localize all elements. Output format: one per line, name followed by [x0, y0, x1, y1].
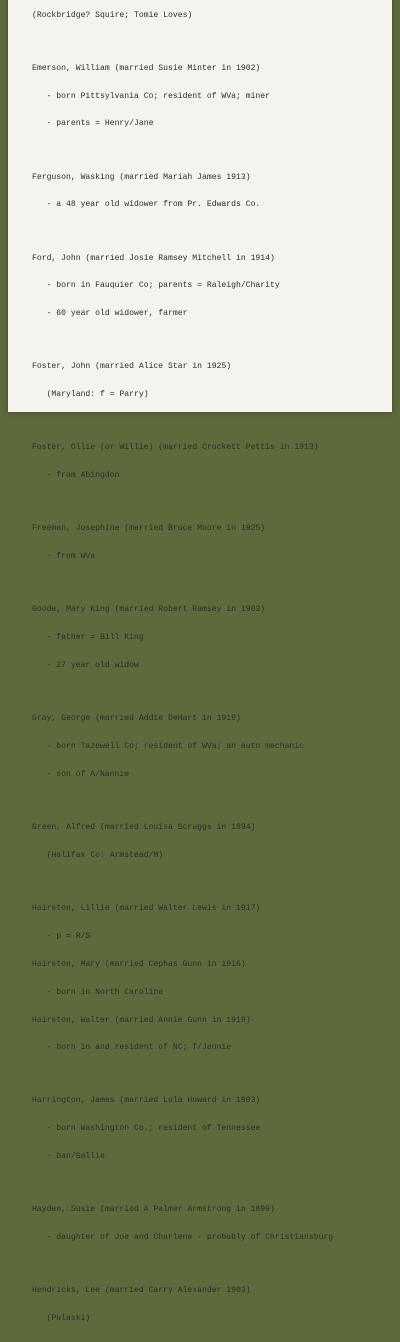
entry-detail: - son of A/Nannie — [32, 769, 130, 779]
entry-detail: - born in and resident of NC; T/Jennie — [32, 1043, 232, 1053]
entry-detail: - born Pittsylvania Co; resident of WVa; miner — [32, 91, 270, 101]
entry-detail: - born in North Carolina — [32, 987, 164, 997]
entry-detail: (Maryland: f = Parry) — [32, 390, 149, 400]
line-gap — [32, 689, 392, 696]
entry-heading: Hendricks, Lee (married Carry Alexander 1903) — [32, 1286, 251, 1296]
entry-heading: Goode, Mary King (married Robert Ramsey in 1903) — [32, 605, 266, 615]
entry-detail: - from WVa — [32, 552, 96, 562]
line-gap — [32, 337, 392, 344]
entry-detail: - Dan/Sallie — [32, 1152, 105, 1162]
document-text — [32, 0, 392, 1342]
line-gap — [32, 580, 392, 587]
entry-heading: Hairston, Lillie (married Walter Lewis in 1917) — [32, 903, 261, 913]
entry-detail: - born in Fauquier Co; parents = Raleigh/Charity — [32, 281, 280, 291]
entry-heading: Emerson, William (married Susie Minter in 1902) — [32, 63, 261, 73]
entry-heading: Hairston, Walter (married Annie Gunn in 1919) — [32, 1015, 251, 1025]
entry-heading: Hairston, Mary (married Cephas Gunn in 1916) — [32, 959, 246, 969]
entry-heading: Hayden, Susie (married A Palmer Armstrong in 1899) — [32, 1205, 275, 1215]
entry-detail: (Pulaski) — [32, 1314, 91, 1324]
entry-heading: Green, Alfred (married Louisa Scruggs in 1894) — [32, 822, 256, 832]
line-gap — [32, 228, 392, 235]
entry-detail: - from Abingdon — [32, 471, 120, 481]
line-gap — [32, 798, 392, 805]
entry-detail: - father = Bill King — [32, 633, 144, 643]
line-gap — [32, 38, 392, 45]
line-gap — [32, 1180, 392, 1187]
entry-detail: - born Tazewell Co; resident of WVa; an auto mechanic — [32, 742, 304, 752]
entry-heading: Ford, John (married Josie Ramsey Mitchell in 1914) — [32, 253, 275, 263]
entry-detail: - 27 year old widow — [32, 661, 139, 671]
document-page — [8, 0, 392, 1324]
entry-detail: - daughter of Joe and Charlene - probably of Christiansburg — [32, 1233, 334, 1243]
entry-detail: - a 48 year old widower from Pr. Edwards Co. — [32, 200, 261, 210]
text-line: (Rockbridge? Squire; Tomie Loves) — [32, 10, 193, 20]
line-gap — [32, 418, 392, 425]
entry-detail: - born Washington Co.; resident of Tennessee — [32, 1124, 261, 1134]
line-gap — [32, 499, 392, 506]
line-gap — [32, 879, 392, 886]
entry-detail: (Halifax Co: Armstead/M) — [32, 850, 164, 860]
entry-detail: - p = R/S — [32, 931, 91, 941]
entry-detail: - 60 year old widower, farmer — [32, 309, 188, 319]
entry-heading: Foster, Ollie (or Willie) (married Crockett Pettis in 1913) — [32, 443, 319, 453]
entry-heading: Ferguson, Wasking (married Mariah James 1913) — [32, 172, 251, 182]
entry-heading: Harrington, James (married Lula Howard in 1903) — [32, 1096, 261, 1106]
entry-heading: Foster, John (married Alice Star in 1925) — [32, 362, 232, 372]
line-gap — [32, 1071, 392, 1078]
entry-detail: - parents = Henry/Jane — [32, 119, 154, 129]
line-gap — [32, 147, 392, 154]
line-gap — [32, 1261, 392, 1268]
entry-heading: Freeman, Josephine (married Bruce Moore in 1925) — [32, 524, 266, 534]
entry-heading: Gray, George (married Addie DeHart in 1919) — [32, 714, 241, 724]
